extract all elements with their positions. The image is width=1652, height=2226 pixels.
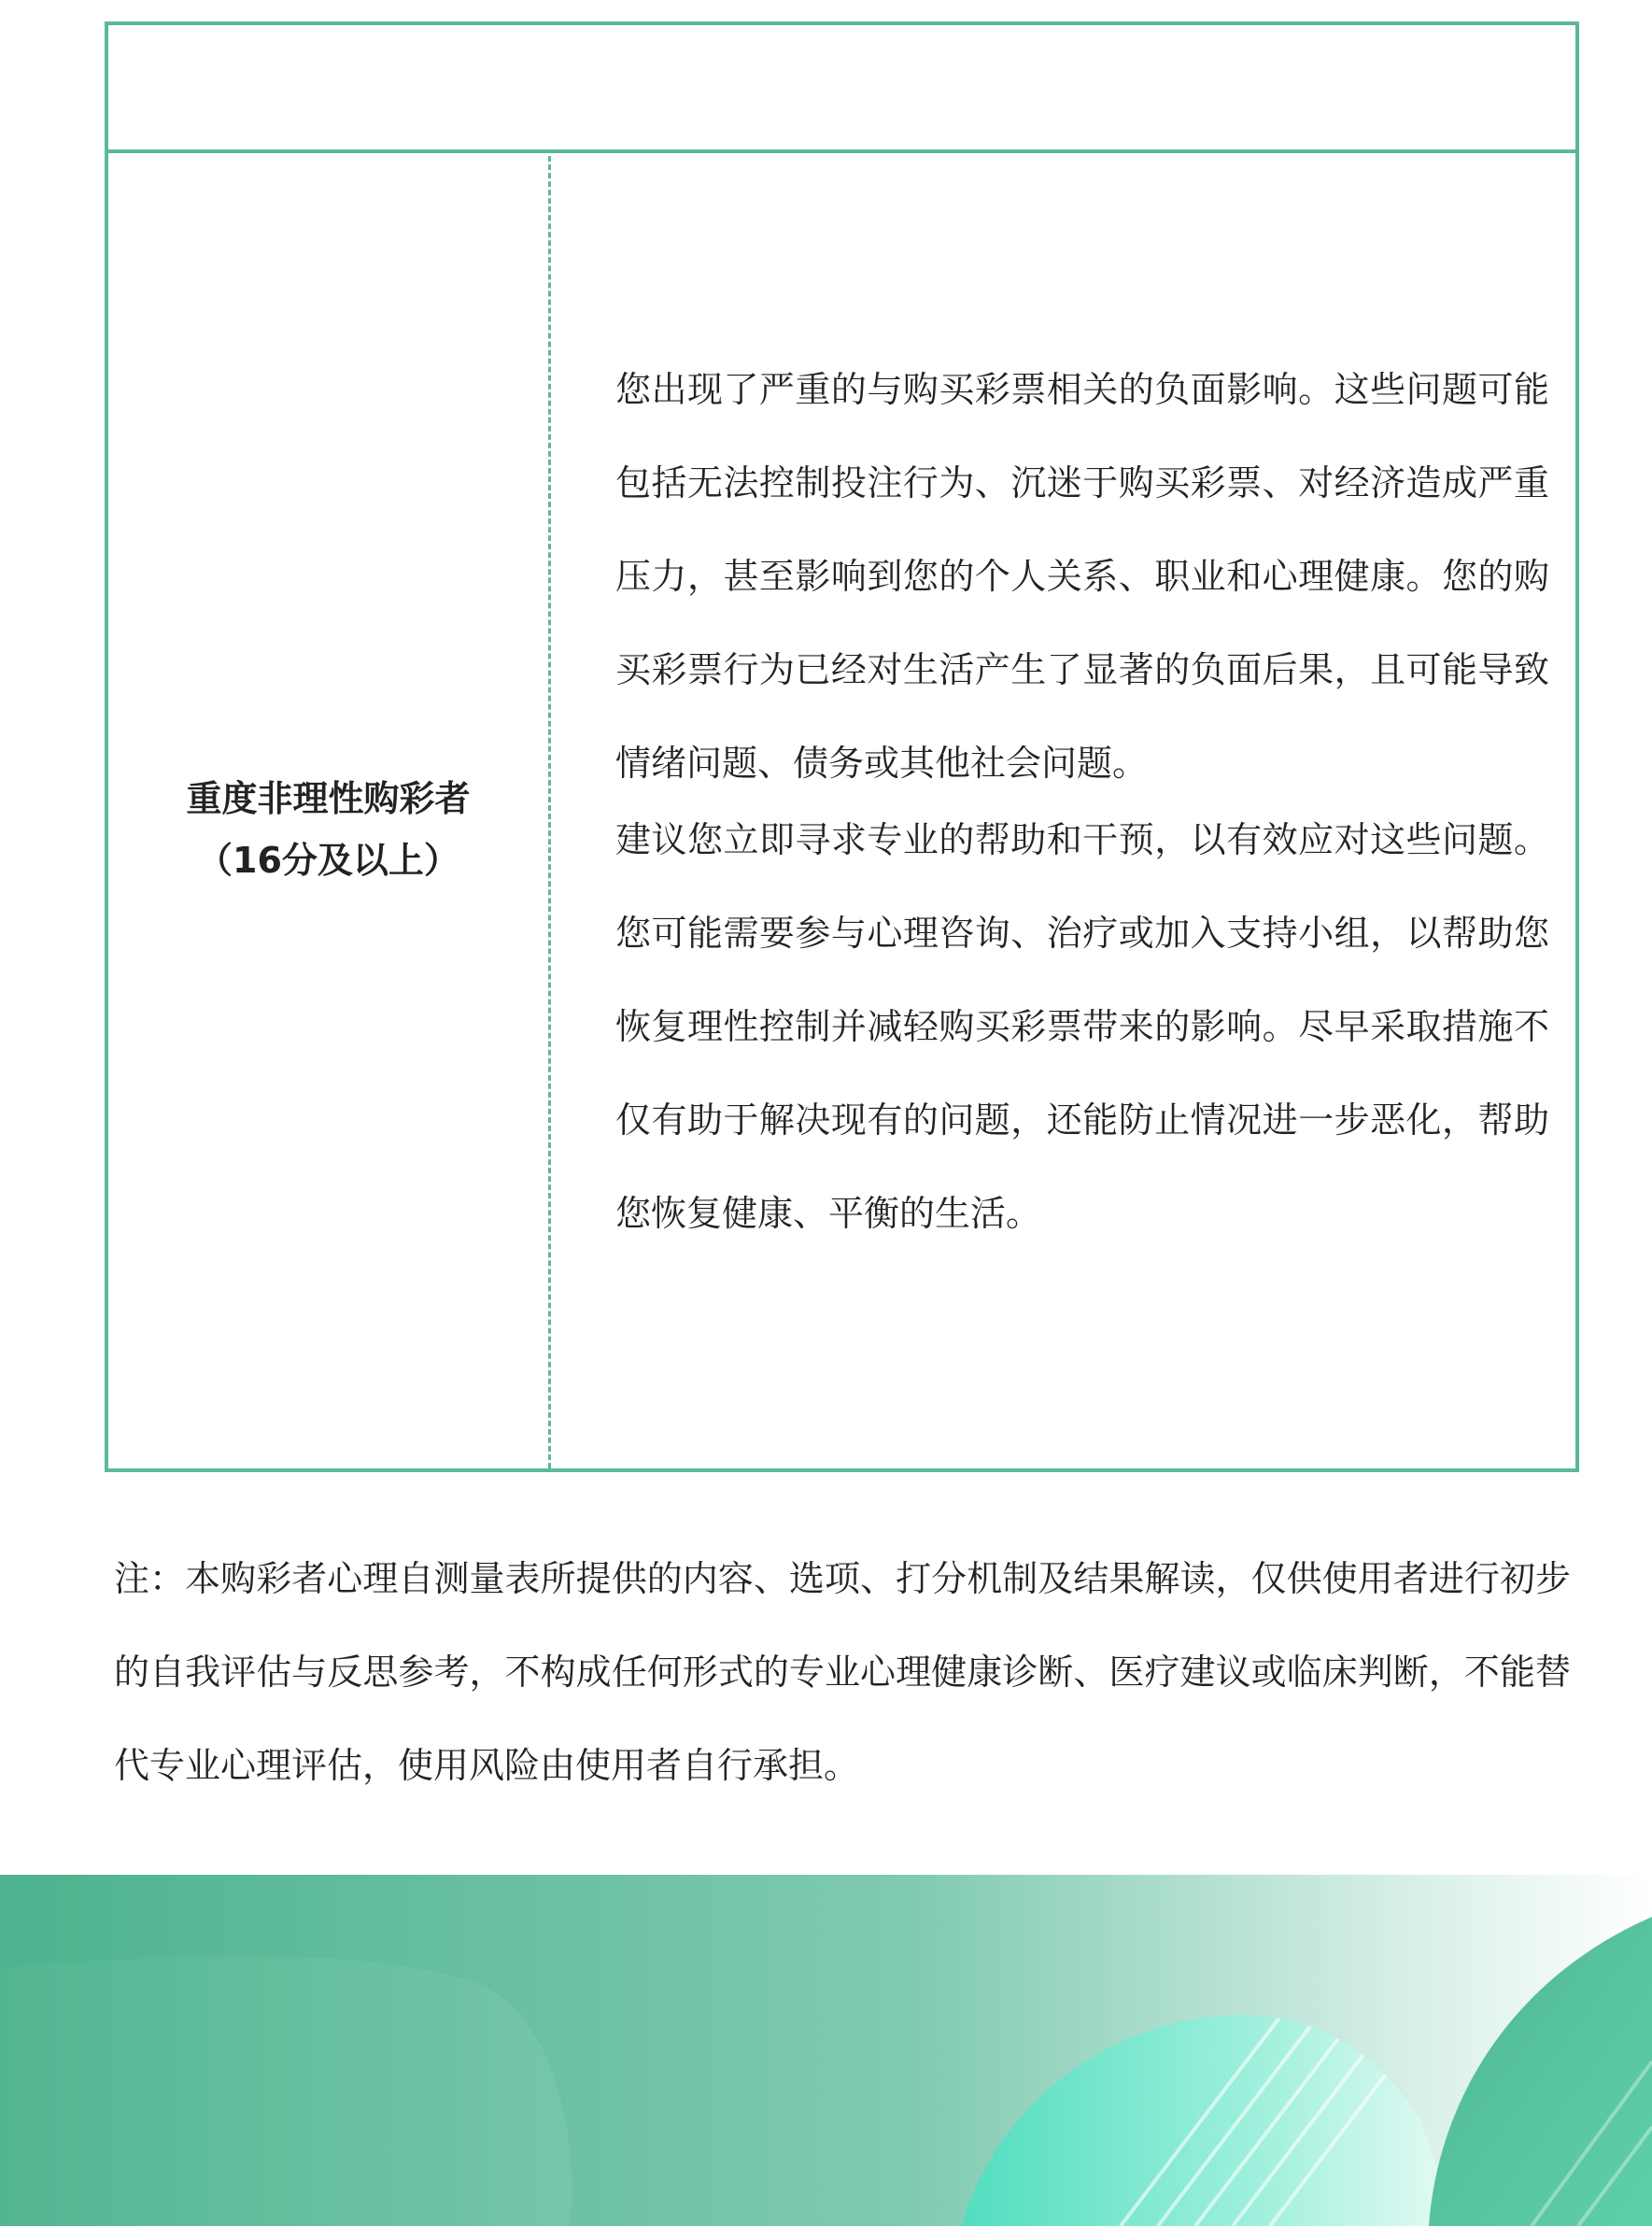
disclaimer-note: 注：本购彩者心理自测量表所提供的内容、选项、打分机制及结果解读，仅供使用者进行初步的自我评估与反思参考，不构成任何形式的专业心理健康诊断、医疗建议或临床判断，不能替代专业心理评估，使用风险由使用者自行承担。: [114, 1558, 1571, 1786]
table-top-empty-cell: [108, 25, 1575, 153]
result-table: [105, 21, 1579, 1472]
category-cell: [108, 153, 548, 1468]
column-divider: [548, 156, 551, 1468]
decorative-footer-band: [0, 1875, 1652, 2226]
category-score-range: （16分及以上）: [197, 840, 459, 881]
left-wave-shape: [0, 1956, 572, 2226]
description-cell: [615, 153, 1549, 1468]
description-paragraph-impact: 您出现了严重的与购买彩票相关的负面影响。这些问题可能包括无法控制投注行为、沉迷于购买彩票、对经济造成严重压力，甚至影响到您的个人关系、职业和心理健康。您的购买彩票行为已经对生活产生了显著的负面后果，且可能导致情绪问题、债务或其他社会问题。: [615, 369, 1549, 784]
category-name: 重度非理性购彩者: [186, 778, 471, 819]
description-paragraph-advice: 建议您立即寻求专业的帮助和干预，以有效应对这些问题。您可能需要参与心理咨询、治疗或加入支持小组，以帮助您恢复理性控制并减轻购买彩票带来的影响。尽早采取措施不仅有助于解决现有的问题，还能防止情况进一步恶化，帮助您恢复健康、平衡的生活。: [615, 819, 1549, 1234]
